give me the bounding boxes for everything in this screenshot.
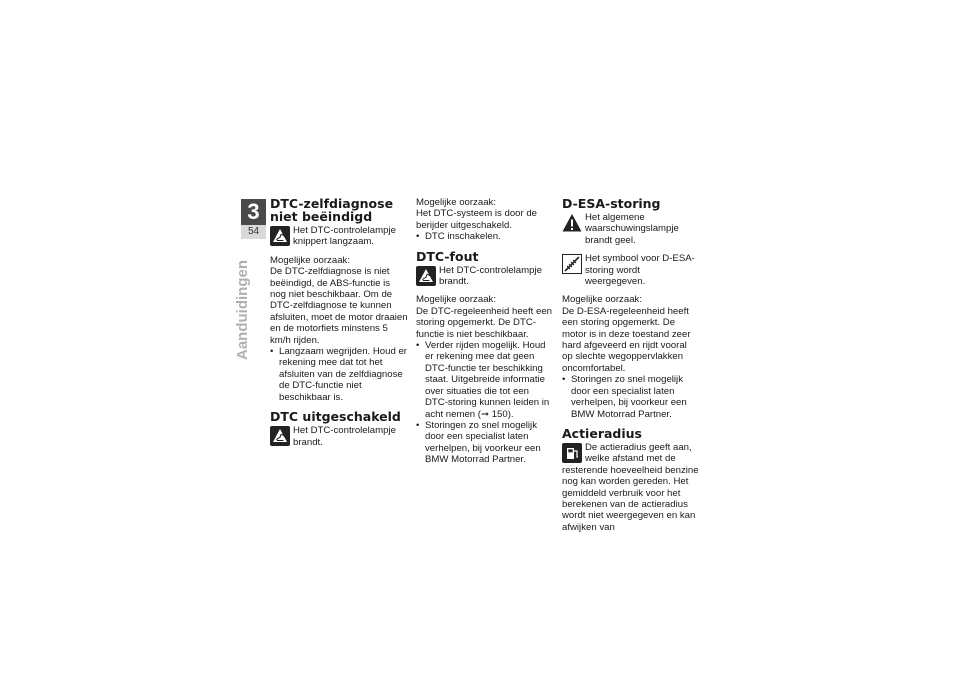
list-item: • DTC inschakelen.	[416, 231, 554, 242]
suspension-fault-icon	[562, 254, 582, 274]
indicator-description: Het symbool voor D-ESA-storing wordt weergegeven.	[585, 253, 695, 288]
fuel-pump-icon	[562, 443, 582, 463]
indicator-description: Het algemene waarschuwingslampje brandt geel.	[585, 212, 679, 246]
dtc-warning-icon	[416, 266, 436, 286]
range-text	[562, 442, 700, 533]
dtc-warning-icon	[270, 226, 290, 246]
column-1	[270, 197, 408, 455]
list-item: • Langzaam wegrijden. Houd er rekening mee dat tot het afsluiten van de zelfdiagnose de DTC-functie niet beschikbaar is.	[270, 346, 408, 403]
range-paragraph: De actieradius geeft aan, welke afstand met de resterende hoeveelheid benzine nog kan worden gereden. Het gemiddeld verbruik voor het berekenen van de actieradius wordt niet weergegeven en kan afwijken van	[562, 441, 699, 533]
cause-text: De DTC-zelfdiagnose is niet beëindigd, de ABS-functie is nog niet beschikbaar. Om de DTC-zelfdiagnose te kunnen afsluiten, moet de motor draaien en de motorfiets minstens 5 km/h rijden.	[270, 266, 408, 346]
cause-text: Het DTC-systeem is door de berijder uitgeschakeld.	[416, 208, 538, 231]
indicator-description: Het DTC-controlelampje brandt.	[293, 425, 396, 448]
indicator-row	[416, 265, 554, 288]
indicator-row	[562, 212, 700, 246]
general-warning-icon	[562, 213, 582, 233]
indicator-description: Het DTC-controlelampje knippert langzaam.	[293, 225, 396, 248]
indicator-row	[270, 425, 408, 448]
cause-label: Mogelijke oorzaak:	[562, 294, 642, 306]
indicator-row	[270, 225, 408, 248]
cause-text: De D-ESA-regeleenheid heeft een storing opgemerkt. De motor is in deze toestand zeer hard afgeveerd en rijdt vooral op slechte wegoppervlakken oncomfortabel.	[562, 305, 691, 374]
chapter-title: Aanduidingen	[234, 260, 251, 360]
section-title-desa: D-ESA-storing	[562, 196, 661, 211]
cause-label: Mogelijke oorzaak:	[416, 294, 496, 306]
cause-label: Mogelijke oorzaak:	[270, 254, 350, 266]
list-item: • Storingen zo snel mogelijk door een specialist laten verhelpen, bij voorkeur een BMW Motorrad Partner.	[416, 420, 554, 466]
action-list	[416, 340, 554, 465]
column-2	[416, 197, 554, 466]
chapter-number: 3	[241, 199, 266, 225]
indicator-row	[562, 253, 700, 287]
action-list	[270, 346, 408, 403]
section-title-dtc-off: DTC uitgeschakeld	[270, 409, 401, 425]
cause-label: Mogelijke oorzaak:	[416, 197, 496, 208]
section-title-dtc-selfdiag: DTC-zelfdiagnose niet beëindigd	[270, 196, 394, 224]
action-list	[562, 374, 700, 420]
list-item: • Verder rijden mogelijk. Houd er rekening mee dat geen DTC-functie ter beschikking staat. Uitgebreide informatie over situaties die tot een DTC-storing kunnen leiden in acht nemen (➞ 150).	[416, 340, 554, 420]
dtc-warning-icon	[270, 426, 290, 446]
indicator-description: Het DTC-controlelampje brandt.	[439, 264, 542, 288]
action-list	[416, 231, 554, 242]
list-item: • Storingen zo snel mogelijk door een specialist laten verhelpen, bij voorkeur een BMW Motorrad Partner.	[562, 374, 700, 420]
cause-text: De DTC-regeleenheid heeft een storing opgemerkt. De DTC-functie is niet beschikbaar.	[416, 305, 552, 340]
section-title-dtc-fault: DTC-fout	[416, 248, 479, 264]
range-row	[562, 442, 700, 533]
section-title-range: Actieradius	[562, 425, 642, 441]
page-number: 54	[247, 226, 260, 237]
column-3	[562, 197, 700, 540]
